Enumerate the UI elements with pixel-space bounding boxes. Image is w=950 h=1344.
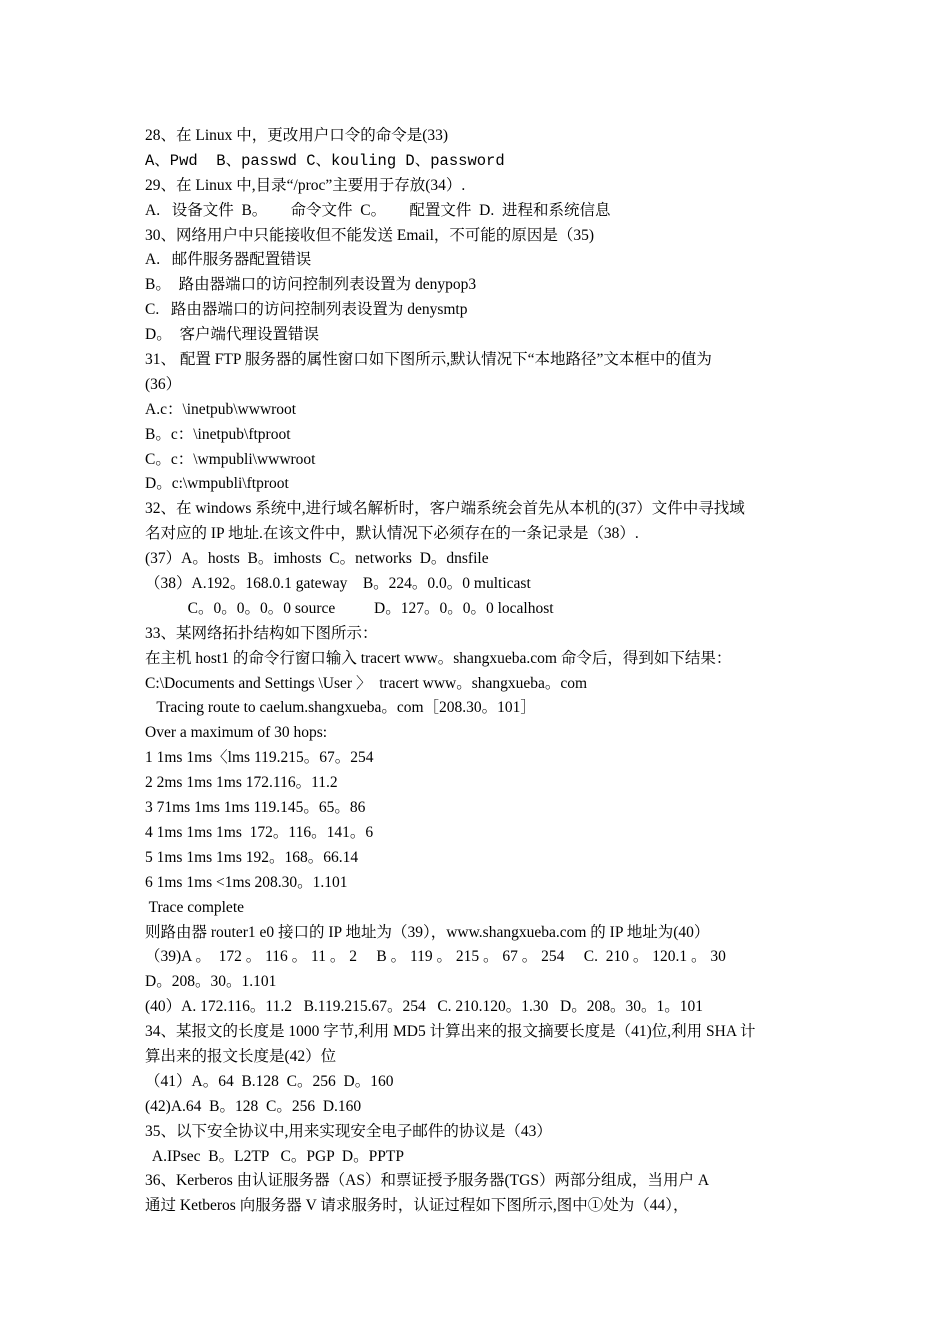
tracert-hop-6: 6 1ms 1ms <1ms 208.30。1.101 <box>145 873 348 891</box>
question-34-options-41: （41）A。64 B.128 C。256 D。160 <box>145 1072 394 1090</box>
question-30-option-b: B。 路由器端口的访问控制列表设置为 denypop3 <box>145 276 477 294</box>
question-33-options-40: (40）A. 172.116。11.2 B.119.215.67。254 C. 210.120。1.30 D。208。30。1。101 <box>145 998 704 1016</box>
question-33-instruction: 在主机 host1 的命令行窗口输入 tracert www。shangxueba.com 命令后，得到如下结果： <box>145 649 732 667</box>
tracert-target: Tracing route to caelum.shangxueba。com［208.30。101］ <box>145 699 536 717</box>
question-28-stem: 28、在 Linux 中，更改用户口令的命令是(33) <box>145 127 449 144</box>
tracert-hop-2: 2 2ms 1ms 1ms 172.116。11.2 <box>145 774 338 792</box>
tracert-hop-1: 1 1ms 1ms〈lms 119.215。67。254 <box>145 749 374 767</box>
question-32-stem-cont: 名对应的 IP 地址.在该文件中，默认情况下必须存在的一条记录是（38）. <box>145 525 639 543</box>
tracert-complete: Trace complete <box>145 898 245 916</box>
question-28-options: A、Pwd B、passwd C、kouling D、password <box>145 151 505 170</box>
question-30-stem: 30、网络用户中只能接收但不能发送 Email，不可能的原因是（35) <box>145 226 595 244</box>
tracert-hop-5: 5 1ms 1ms 1ms 192。168。66.14 <box>145 848 359 866</box>
question-32-stem: 32、在 windows 系统中,进行域名解析时，客户端系统会首先从本机的(37）文件中寻找域 <box>145 500 745 518</box>
tracert-hop-3: 3 71ms 1ms 1ms 119.145。65。86 <box>145 799 366 817</box>
question-31-option-b: B。c：\inetpub\ftproot <box>145 425 291 443</box>
question-30-option-a: A. 邮件服务器配置错误 <box>145 251 312 269</box>
question-29-options: A. 设备文件 B。 命令文件 C。 配置文件 D. 进程和系统信息 <box>145 201 611 219</box>
question-35-options: A.IPsec B。L2TP C。PGP D。PPTP <box>145 1147 404 1165</box>
question-33-options-39-d: D。208。30。1.101 <box>145 973 277 991</box>
tracert-max-hops: Over a maximum of 30 hops: <box>145 724 328 742</box>
question-31-option-d: D。c:\wmpubli\ftproot <box>145 475 289 493</box>
question-33-stem: 33、某网络拓扑结构如下图所示： <box>145 624 378 642</box>
question-30-option-c: C. 路由器端口的访问控制列表设置为 denysmtp <box>145 301 468 319</box>
question-32-options-38-cd: C。0。0。0。0 source D。127。0。0。0 localhost <box>145 599 554 617</box>
question-31-stem-cont: (36） <box>145 375 182 393</box>
question-33-options-39: （39)A 。 172 。 116 。 11 。 2 B 。 119 。 215 。 67 。 254 C. 210 。 120.1 。 30 <box>145 948 726 966</box>
question-29-stem: 29、在 Linux 中,目录“/proc”主要用于存放(34）. <box>145 176 466 194</box>
question-36-stem: 36、Kerberos 由认证服务器（AS）和票证授予服务器(TGS）两部分组成，当用户 A <box>145 1172 710 1190</box>
question-31-option-c: C。c：\wmpubli\wwwroot <box>145 450 316 468</box>
tracert-command: C:\Documents and Settings \User 〉 tracert www。shangxueba。com <box>145 674 588 692</box>
question-30-option-d: D。 客户端代理设置错误 <box>145 326 319 344</box>
question-33-question: 则路由器 router1 e0 接口的 IP 地址为（39），www.shangxueba.com 的 IP 地址为(40） <box>145 923 710 941</box>
question-32-options-37: (37）A。hosts B。imhosts C。networks D。dnsfile <box>145 550 489 568</box>
tracert-hop-4: 4 1ms 1ms 1ms 172。116。141。6 <box>145 823 374 841</box>
question-34-stem: 34、某报文的长度是 1000 字节,利用 MD5 计算出来的报文摘要长度是（41)位,利用 SHA 计 <box>145 1023 756 1041</box>
question-35-stem: 35、以下安全协议中,用来实现安全电子邮件的协议是（43） <box>145 1122 552 1140</box>
question-31-stem: 31、 配置 FTP 服务器的属性窗口如下图所示,默认情况下“本地路径”文本框中的值为 <box>145 351 712 369</box>
question-32-options-38-ab: （38）A.192。168.0.1 gateway B。224。0.0。0 multicast <box>145 575 531 593</box>
question-31-option-a: A.c：\inetpub\wwwroot <box>145 400 297 418</box>
question-34-stem-cont: 算出来的报文长度是(42）位 <box>145 1047 337 1065</box>
question-36-stem-cont: 通过 Ketberos 向服务器 V 请求服务时，认证过程如下图所示,图中①处为（44）， <box>145 1197 689 1215</box>
document-body <box>145 124 815 1219</box>
question-34-options-42: (42)A.64 B。128 C。256 D.160 <box>145 1097 362 1115</box>
